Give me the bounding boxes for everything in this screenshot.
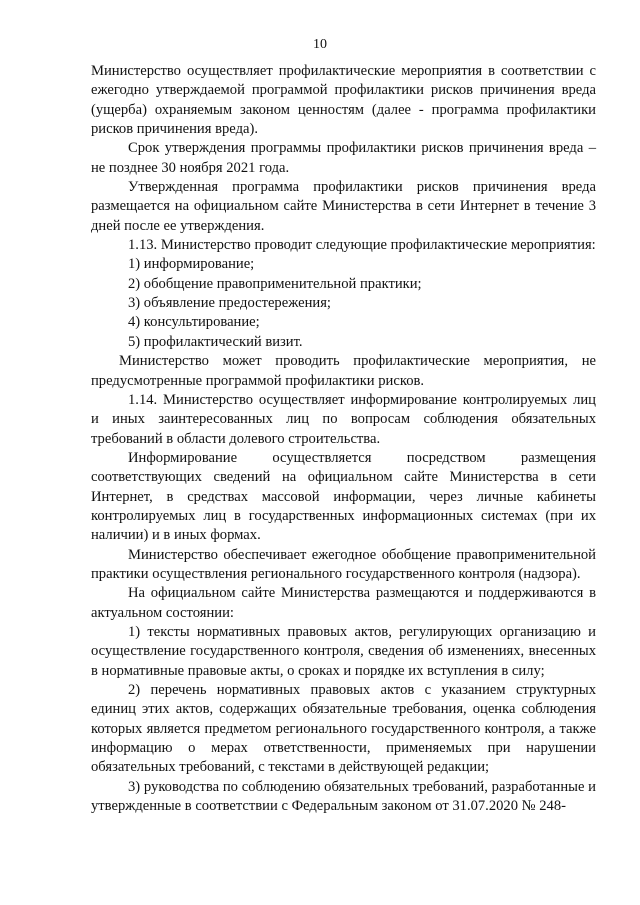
list-item: 2) перечень нормативных правовых актов с указанием структурных единиц этих актов, содержащих обязательные требования, оценка соблюдения которых является предметом регионального государственного контроля, а также информацию о мерах ответственности, применяемых при нарушении обязательных требований, с текстами в действующей редакции;	[91, 682, 596, 776]
clause-1-14: 1.14. Министерство осуществляет информирование контролируемых лиц и иных заинтересованных лиц по вопросам соблюдения обязательных требований в области долевого строительства.	[91, 391, 596, 447]
list-item: 1) тексты нормативных правовых актов, регулирующих организацию и осуществление государственного контроля, сведения об изменениях, внесенных в нормативные правовые акты, о сроках и порядке их вступления в силу;	[91, 623, 596, 679]
clause-1-13: 1.13. Министерство проводит следующие профилактические мероприятия:	[128, 237, 596, 254]
paragraph-deadline: Срок утверждения программы профилактики рисков причинения вреда – не позднее 30 ноября 2021 года.	[91, 140, 596, 176]
list-item: 4) консультирование;	[128, 314, 260, 331]
paragraph-generalization: Министерство обеспечивает ежегодное обобщение правоприменительной практики осуществления регионального государственного контроля (надзора).	[91, 546, 596, 582]
page-number: 10	[313, 37, 327, 52]
paragraph-website: На официальном сайте Министерства размещаются и поддерживаются в актуальном состоянии:	[91, 585, 596, 621]
list-item: 1) информирование;	[128, 256, 255, 273]
document-body	[91, 62, 596, 816]
paragraph-publication: Утвержденная программа профилактики рисков причинения вреда размещается на официальном сайте Министерства в сети Интернет в течение 3 дней после ее утверждения.	[91, 179, 596, 234]
list-item: 3) руководства по соблюдению обязательных требований, разработанные и утвержденные в соответствии с Федеральным законом от 31.07.2020 № 248-	[91, 778, 596, 815]
paragraph-informing: Информирование осуществляется посредством размещения соответствующих сведений на официальном сайте Министерства в сети Интернет, в средствах массовой информации, через личные кабинеты контролируемых лиц в государственных информационных системах (при их наличии) и в иных формах.	[91, 449, 596, 544]
paragraph-extra-measures: Министерство может проводить профилактические мероприятия, не предусмотренные программой профилактики рисков.	[91, 353, 596, 389]
list-item: 5) профилактический визит.	[128, 333, 303, 350]
list-item: 2) обобщение правоприменительной практики;	[128, 275, 422, 292]
list-item: 3) объявление предостережения;	[128, 295, 331, 312]
paragraph-intro: Министерство осуществляет профилактические мероприятия в соответствии с ежегодно утверждаемой программой профилактики рисков причинения вреда (ущерба) охраняемым законом ценностям (далее - программа профилактики рисков причинения вреда).	[91, 63, 596, 138]
